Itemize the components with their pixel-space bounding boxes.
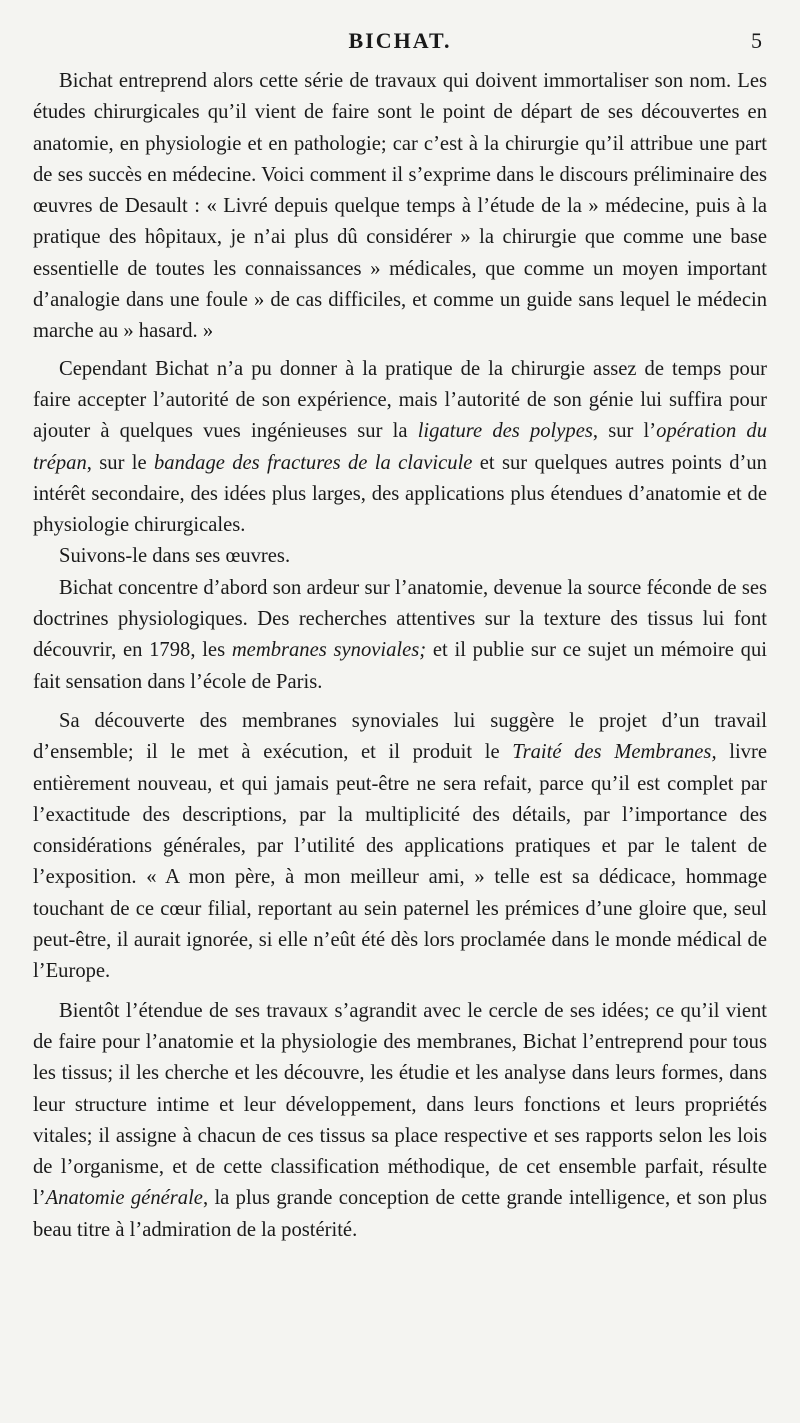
text-run: et sur quelques autres points d’un intérêt secondaire, des idées plus larges, des applications plus étendues d’anatomie et de physiologie chirurgicales. xyxy=(33,451,767,537)
text-run: , sur l’ xyxy=(592,420,657,443)
text-run: , la plus grande conception de cette grande intelligence, et son plus beau titre à l’admiration de la postérité. xyxy=(33,1187,767,1241)
paragraph xyxy=(33,66,767,348)
text-run: Bientôt l’étendue de ses travaux s’agrandit avec le cercle de ses idées; ce qu’il vient de faire pour l’anatomie et la physiologie des membranes, Bichat l’entreprend pour tous les tissus; il les cherche et les découvre, les étudie et les analyse dans leurs formes, dans leur structure intime et leur développement, dans leurs fonctions et leurs propriétés vitales; il assigne à chacun de ces tissus sa place respective et ses rapports selon les lois de l’organisme, et de cette classification méthodique, de cet ensemble parfait, résulte l’ xyxy=(33,999,767,1210)
paragraph xyxy=(33,573,767,698)
text-run: Cependant Bichat n’a pu donner à la pratique de la chirurgie assez de temps pour faire accepter l’autorité de son expérience, mais l’autorité de son génie lui suffira pour ajouter à quelques vues ingénieuses sur la xyxy=(33,357,767,443)
italic-title-text: opération du trépan xyxy=(33,420,768,474)
page-number: 5 xyxy=(751,28,762,53)
italic-title-text: bandage des fractures de la clavicule xyxy=(153,451,473,474)
paragraph xyxy=(33,541,767,572)
text-run: livre entièrement nouveau, et qui jamais peut-être ne sera refait, parce qu’il est complet par l’exactitude des descriptions, par la multiplicité des détails, par l’importance des considérations générales, par l’utilité des applications pratiques et par le talent de l’exposition. « A mon père, à mon meilleur ami, » telle est sa dédicace, hommage touchant de ce cœur filial, reportant au sein paternel les prémices d’une gloire que, seul peut-être, il aurait ignorée, si elle n’eût été dès lors proclamée dans le monde médical de l’Europe. xyxy=(33,741,767,983)
italic-title-text: Traité des Membranes, xyxy=(512,741,717,764)
body-text xyxy=(33,66,767,1246)
italic-title-text: ligature des polypes xyxy=(417,420,593,443)
page-header xyxy=(0,30,800,60)
text-run: Suivons-le dans ses œuvres. xyxy=(59,545,291,568)
paragraph xyxy=(33,996,767,1246)
text-run: Sa découverte des membranes synoviales lui suggère le projet d’un travail d’ensemble; il le met à exécution, et il produit le xyxy=(33,709,767,764)
text-run: , sur le xyxy=(86,451,154,474)
text-run: Bichat entreprend alors cette série de travaux qui doivent immortaliser son nom. Les études chirurgicales qu’il vient de faire sont le point de départ de ses découvertes en anatomie, en physiologie et en pathologie; car c’est à la chirurgie qu’il attribue une part de ses succès en médecine. Voici comment il s’exprime dans le discours préliminaire des œuvres de Desault : « Livré depuis quelque temps à l’étude de la » médecine, puis à la pratique des hôpitaux, je n’ai plus dû considérer » la chirurgie que comme une base essentielle de toutes les connaissances » médicales, que comme un moyen important d’analogie dans une foule » de cas difficiles, et comme un guide sans lequel le médecin marche au » hasard. » xyxy=(33,70,767,343)
paragraph xyxy=(33,354,767,542)
running-title: BICHAT. xyxy=(348,28,452,53)
italic-title-text: Anatomie générale xyxy=(45,1187,203,1210)
italic-title-text: membranes synoviales; xyxy=(231,639,427,662)
paragraph xyxy=(33,706,767,988)
text-run: Bichat concentre d’abord son ardeur sur l’anatomie, devenue la source féconde de ses doctrines physiologiques. Des recherches attentives sur la texture des tissus lui font découvrir, en 1798, les xyxy=(33,576,767,662)
text-run: et il publie sur ce sujet un mémoire qui fait sensation dans l’école de Paris. xyxy=(33,639,767,693)
